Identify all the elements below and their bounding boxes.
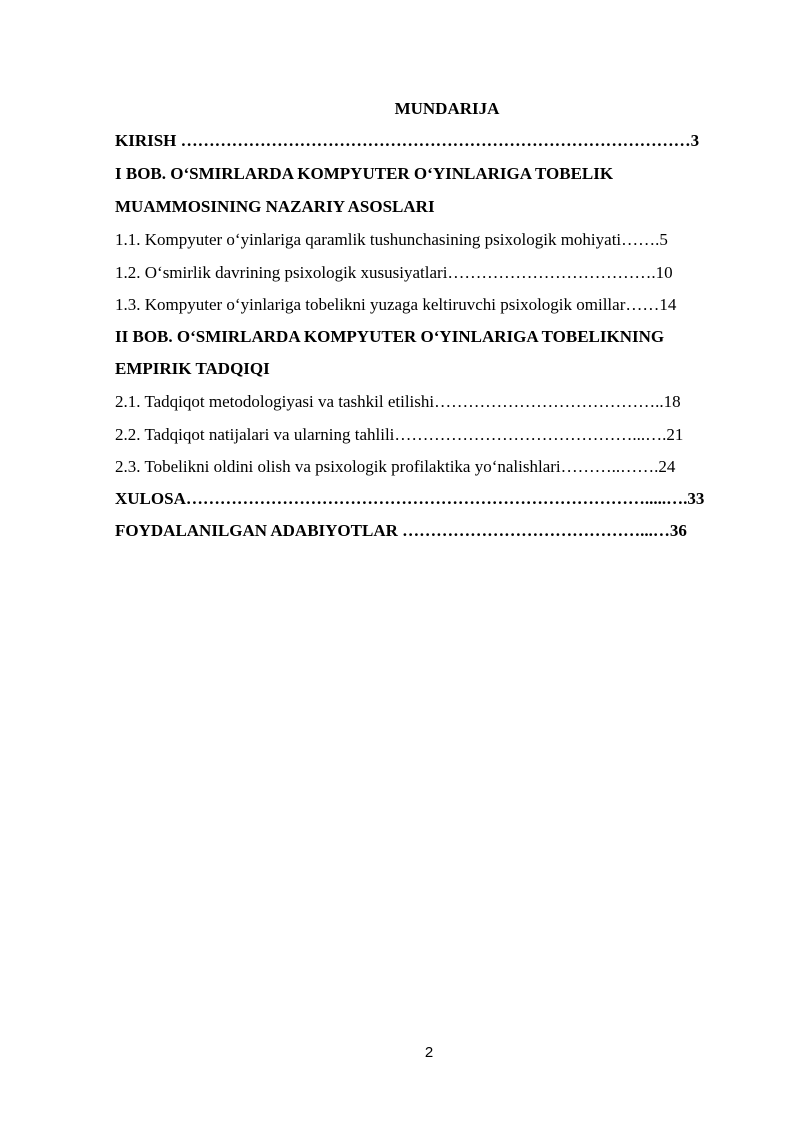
page-number: 2 [424,1044,434,1061]
toc-entry-2-2: 2.2. Tadqiqot natijalari va ularning tahlili……………………………………...….21 [115,425,684,444]
toc-entry-xulosa: XULOSA……………………………………………………………………….....….33 [115,489,705,508]
toc-entry-1-1: 1.1. Kompyuter o‘yinlariga qaramlik tushunchasining psixologik mohiyati…….5 [115,230,668,249]
toc-entry-2-3: 2.3. Tobelikni oldini olish va psixologik profilaktika yo‘nalishlari………..…….24 [115,457,676,476]
toc-entry-1-2: 1.2. O‘smirlik davrining psixologik xususiyatlari……………………………….10 [115,263,673,282]
toc-chapter-2-title-line-2: EMPIRIK TADQIQI [115,359,270,378]
toc-chapter-1-title-line-2: MUAMMOSINING NAZARIY ASOSLARI [115,197,435,216]
toc-entry-adabiyotlar: FOYDALANILGAN ADABIYOTLAR ……………………………………...…36 [115,521,687,540]
toc-chapter-2-title-line-1: II BOB. O‘SMIRLARDA KOMPYUTER O‘YINLARIGA TOBELIKNING [115,327,665,346]
toc-entry-1-3: 1.3. Kompyuter o‘yinlariga tobelikni yuzaga keltiruvchi psixologik omillar……14 [115,295,677,314]
toc-chapter-1-title-line-1: I BOB. O‘SMIRLARDA KOMPYUTER O‘YINLARIGA TOBELIK [115,164,614,183]
toc-entry-kirish: KIRISH ………………………………………………………………………………3 [115,131,700,150]
toc-title: MUNDARIJA [394,99,500,118]
toc-entry-2-1: 2.1. Tadqiqot metodologiyasi va tashkil etilishi…………………………………..18 [115,392,681,411]
